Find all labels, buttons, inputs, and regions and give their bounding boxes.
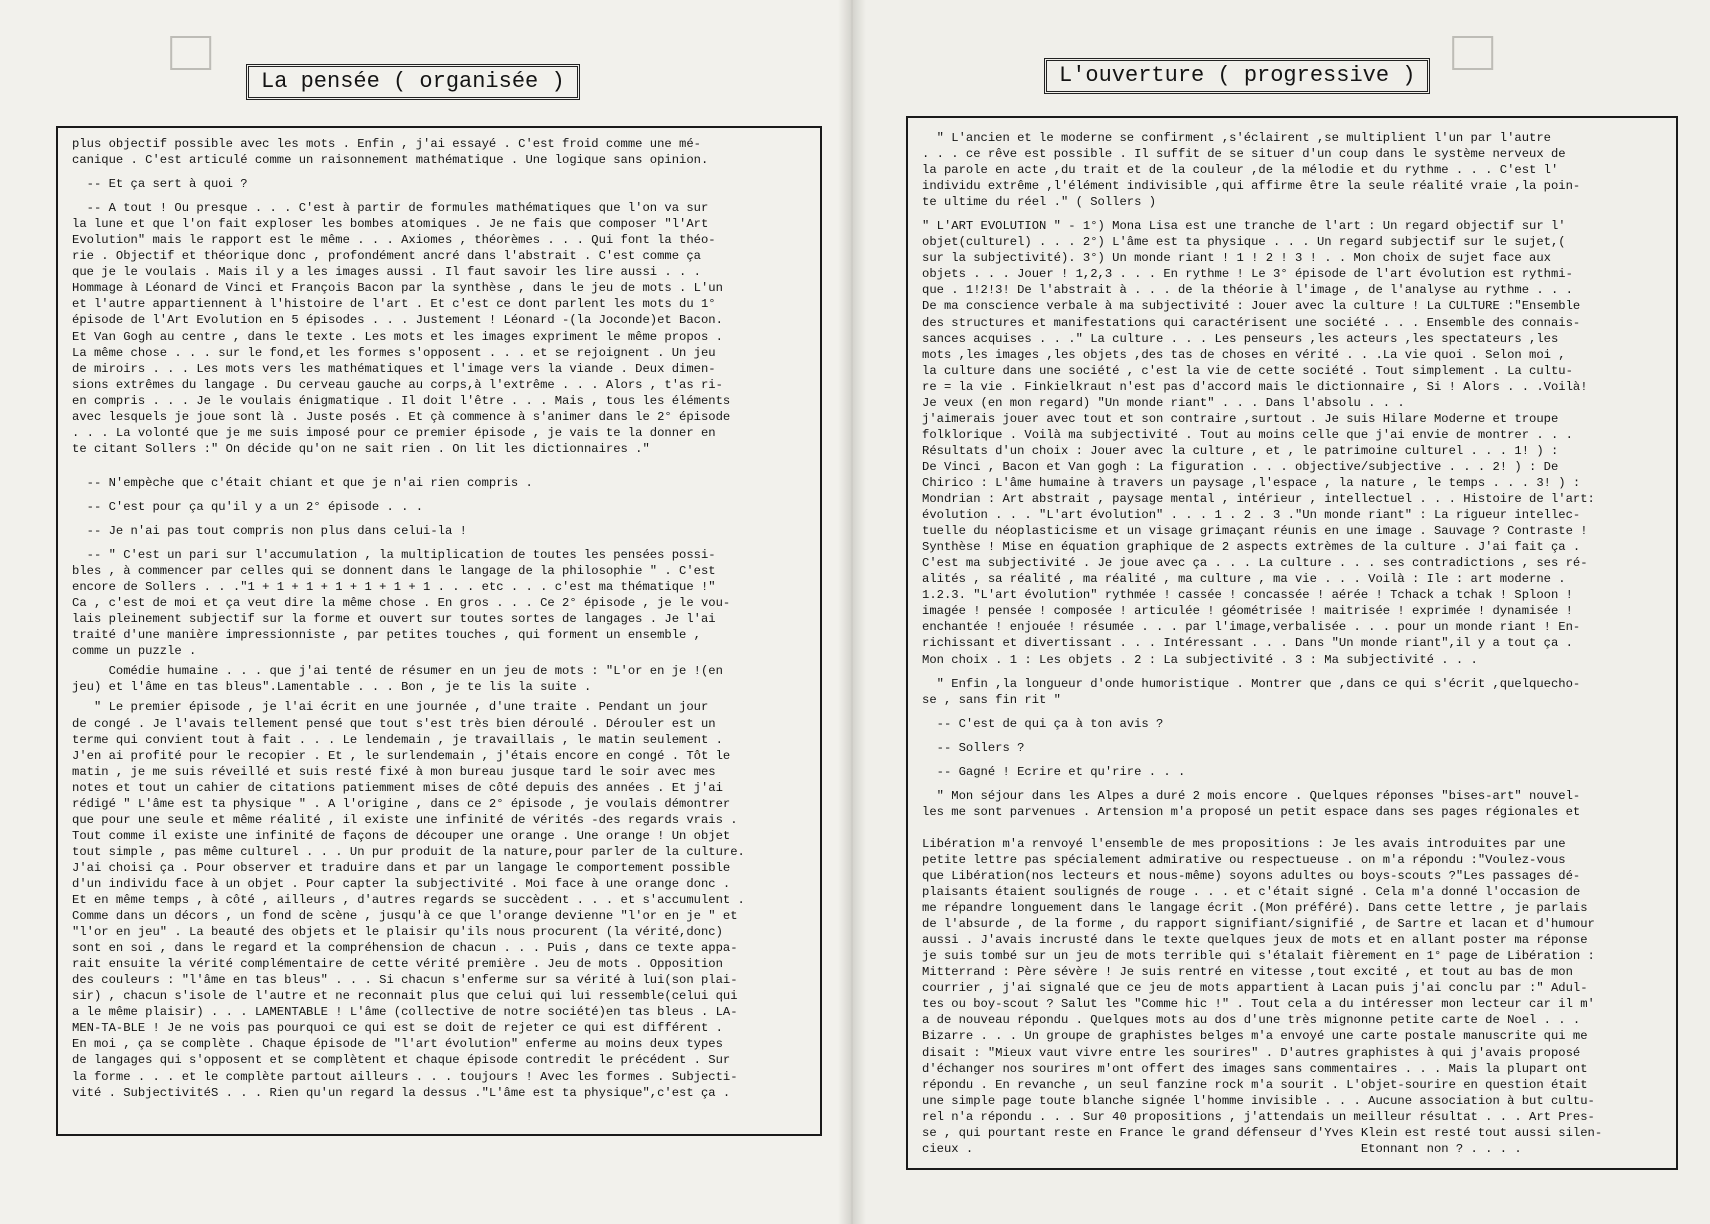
bleed-through-title [1452,36,1493,70]
paragraph: " L'ART EVOLUTION " - 1°) Mona Lisa est une tranche de l'art : Un regard objectif sur l' objet(culturel) . . . 2°) L'âme est ta physique . . . Un regard subjectif sur le sujet,( sur la subjectivité). 3°) Un monde riant ! 1 ! 2 ! 3 ! . . Mon choix de sujet face aux objets . . . Jouer ! 1,2,3 . . . En rythme ! Le 3° épisode de l'art évolution est rythmi- que . 1!2!3! De l'abstrait à . . . de la théorie à l'image , de l'analyse au rythme . . . De ma conscience verbale à ma subjectivité : Jouer avec la culture ! La CULTURE :"Ensemble des structures et manifestations qui caractérisent une société . . . Ensemble des connais- sances acquises . . ." La culture . . . Les penseurs ,les acteurs ,les spectateurs ,les mots ,les images ,les objets ,des tas de choses en vérité . . .La vie quoi . Selon moi , la culture dans une société , c'est la vie de cette société . Tout simplement . La cultu- re = la vie . Finkielkraut n'est pas d'accord mais le dictionnaire , Si ! Alors . . .Voilà! Je veux (en mon regard) "Un monde riant" . . . Dans l'absolu . . . j'aimerais jouer avec tout et son contraire ,surtout . Je suis Hilare Moderne et troupe folklorique . Voilà ma subjectivité . Tout au moins celle que j'ai envie de montrer . . . Résultats d'un choix : Jouer avec la culture , et , le patrimoine culturel . . . 1! ) : De Vinci , Bacon et Van gogh : La figuration . . . objective/subjective . . . 2! ) : De Chirico : L'âme humaine à travers un paysage ,l'espace , la nature , le temps . . . 3! ) : Mondrian : Art abstrait , paysage mental , intérieur , intellectuel . . . Histoire de l'art: évolution . . . "L'art évolution" . . . 1 . 2 . 3 ."Un monde riant" : La rigueur intellec- tuelle du néoplasticisme et un visage grimaçant réunis en une image . Sauvage ? Contraste ! Synthèse ! Mise en équation graphique de 2 aspects extrèmes de la culture . J'ai fait ça . C'est ma subjectivité . Je joue avec ça . . . La culture . . . ses contradictions , ses ré- alités , sa réalité , ma réalité , ma culture , ma vie . . . Voilà : Ile : art moderne . 1.2.3. "L'art évolution" rythmée ! cassée ! concassée ! aérée ! Tchack a tchak ! Sploon ! imagée ! pensée ! composée ! articulée ! géométrisée ! maitrisée ! exprimée ! dynamisée ! enchantée ! enjouée ! résumée . . . par l'image,verbalisée . . . pour un monde riant ! En- richissant et divertissant . . . Intéressant . . . Dans "Un monde riant",il y a tout ça . Mon choix . 1 : Les objets . 2 : La subjectivité . 3 : Ma subjectivité . . . [922,219,1595,667]
paragraph: " Enfin ,la longueur d'onde humoristique . Montrer que ,dans ce qui s'écrit ,quelquecho- se , sans fin rit " [922,676,1581,707]
left-page [0,0,852,1224]
paragraph: " Le premier épisode , je l'ai écrit en une journée , d'une traite . Pendant un jour de congé . Je l'avais tellement pensé que tout s'est très bien déroulé . Dérouler est un terme qui convient tout à fait . . . Le lendemain , je travaillais , le matin seulement . J'en ai profité pour le recopier . Et , le surlendemain , j'étais encore en congé . Tôt le matin , je me suis réveillé et suis resté fixé à mon bureau jusque tard le soir avec mes notes et tout un cahier de citations patiemment mises de côté depuis des années . Et j'ai rédigé " L'âme est ta physique " . A l'origine , dans ce 2° épisode , je voulais démontrer que pour une seule et même réalité , il existe une infinité de vérités -des regards vrais . Tout comme il existe une infinité de façons de découper une orange . Une orange ! Un objet tout simple , pas même culturel . . . Un pur produit de la nature,pour parler de la culture. J'ai choisi ça . Pour observer et traduire dans et par un langage le comportement possible d'un individu face à un objet . Pour capter la subjectivité . Moi face à une orange donc . Et en même temps , à côté , ailleurs , d'autres regards se succèdent . . . et s'accumulent . Comme dans un décors , un fond de scène , jusqu'à ce que l'orange devienne "l'or en je " et "l'or en jeu" . La beauté des objets et le plaisir qu'ils nous procurent (la vérité,donc) sont en soi , dans le regard et la compréhension de chacun . . . Puis , dans ce texte appa- rait ensuite la vérité complémentaire de cette vérité première . Jeu de mots . Opposition des couleurs : "l'âme en tas bleus" . . . Si chacun s'enferme sur sa vérité à lui(son plai- sir) , chacun s'isole de l'autre et ne reconnait plus que celui qui lui ressemble(celui qui a le même plaisir) . . . LAMENTABLE ! L'âme (collective de notre société)en tas bleus . LA- MEN-TA-BLE ! Je ne vois pas pourquoi ce qui est se doit de rejeter ce qui est différent . En moi , ça se complète . Chaque épisode de "l'art évolution" enferme au moins deux types de langages qui s'opposent et se complètent et chaque épisode contredit le précédent . Sur la forme . . . et le complète partout ailleurs . . . toujours ! Avec les formes . Subjecti- vité . SubjectivitéS . . . Rien qu'un regard la dessus ."L'âme est ta physique",c'est ça . [72,700,745,1100]
book-gutter [838,0,866,1224]
right-page-title: L'ouverture ( progressive ) [1046,60,1428,92]
paragraph: " Mon séjour dans les Alpes a duré 2 mois encore . Quelques réponses "bises-art" nouvel- les me sont parvenues . Artension m'a proposé un petit espace dans ses pages régionales et Libération m'a renvoyé l'ensemble de mes propositions : Je les avais introduites par une petite lettre pas spécialement admirative ou respectueuse . on m'a répondu :"Voulez-vous que Libération(nos lecteurs et nous-même) soyons adultes ou boys-scouts ?"Les passages dé- plaisants étaient soulignés de rouge . . . et c'était signé . Cela m'a donné l'occasion de me répandre longuement dans le langage écrit .(Mon préféré). Dans cette lettre , je parlais de l'absurde , de la forme , du rapport signifiant/signifié , de Sartre et lacan et d'humour aussi . J'avais incrusté dans le texte quelques jeux de mots et en allant poster ma réponse je suis tombé sur un jeu de mots terrible qui s'étalait fièrement en 1° page de Libération : Mitterrand : Père sévère ! Je suis rentré en vitesse ,tout excité , et tout au bas de mon courrier , j'ai signalé que ce jeu de mots appartient à Lacan puis j'ai conclu par :" Adul- tes ou boy-scout ? Salut les "Comme hic !" . Tout cela a du intéresser mon lecteur car il m' a de nouveau répondu . Quelques mots au dos d'une très mignonne petite carte de Noel . . . Bizarre . . . Un groupe de graphistes belges m'a envoyé une carte postale manuscrite qui me disait : "Mieux vaut vivre entre les sourires" . D'autres graphistes à qui j'avais proposé d'échanger nos sourires m'ont offert des images sans commentaires . . . Mais la plupart ont répondu . En revanche , un seul fanzine rock m'a sourit . L'objet-sourire en question était une simple page toute blanche signée l'homme invisible . . . Aucune association à but cultu- rel n'a répondu . . . Sur 40 propositions , j'attendais un meilleur résultat . . . Art Pres- se , qui pourtant reste en France le grand défenseur d'Yves Klein est resté tout aussi silen- cieux . Etonnant non ? . . . . [922,788,1603,1156]
paragraph: -- Je n'ai pas tout compris non plus dans celui-la ! [72,523,467,538]
paragraph: -- C'est de qui ça à ton avis ? [922,716,1164,731]
left-page-title: La pensée ( organisée ) [248,66,578,98]
paragraph: -- Gagné ! Ecrire et qu'rire . . . [922,764,1186,779]
right-page [852,0,1710,1224]
left-title-box [246,64,580,100]
paragraph: -- A tout ! Ou presque . . . C'est à partir de formules mathématiques que l'on va sur la lune et que l'on fait exploser les bombes atomiques . Je ne fais que composer "l'Art Evolution" mais le rapport est le même . . . Axiomes , théorèmes . . . Qui font la théo- rie . Objectif et théorique donc , profondément ancré dans l'abstrait . C'est comme ça que je le voulais . Mais il y a les images aussi . Il faut savoir les lire aussi . . . Hommage à Léonard de Vinci et François Bacon par la synthèse , dans le jeu de mots . L'un et l'autre appartiennent à l'histoire de l'art . Et c'est ce dont parlent les mots du 1° épisode de l'Art Evolution en 5 épisodes . . . Justement ! Léonard -(la Joconde)et Bacon. Et Van Gogh au centre , dans le texte . Les mots et les images expriment le même propos . La même chose . . . sur le fond,et les formes s'opposent . . . et se rejoignent . Un jeu de miroirs . . . Les mots vers les mathématiques et l'image vers la viande . Deux dimen- sions extrêmes du langage . Du cerveau gauche au corps,à l'extrême . . . Alors , t'as ri- en compris . . . Je le voulais énigmatique . Il doit l'être . . . Mais , tous les éléments avec lesquels je joue sont là . Juste posés . Et çà commence à s'animer dans le 2° épisode . . . La volonté que je me suis imposé pour ce premier épisode , je vais te la donner en te citant Sollers :" On décide qu'on ne sait rien . On lit les dictionnaires ." [72,201,731,456]
paragraph: plus objectif possible avec les mots . Enfin , j'ai essayé . C'est froid comme une mé- canique . C'est articulé comme un raisonnement mathématique . Une logique sans opinion. [72,137,709,168]
paragraph: -- C'est pour ça qu'il y a un 2° épisode . . . [72,499,424,514]
left-text-frame [56,126,822,1136]
paragraph: Comédie humaine . . . que j'ai tenté de résumer en un jeu de mots : "L'or en je !(en jeu) et l'âme en tas bleus".Lamentable . . . Bon , je te lis la suite . [72,664,723,695]
paragraph: " L'ancien et le moderne se confirment ,s'éclairent ,se multiplient l'un par l'autre . . . ce rêve est possible . Il suffit de se situer d'un coup dans le système nerveux de la parole en acte ,du trait et de la couleur ,de la mélodie et du rythme . . . C'est l' individu extrême ,l'élément indivisible ,qui affirme être la seule réalité vraie ,la poin- te ultime du réel ." ( Sollers ) [922,131,1581,210]
bleed-through-title [170,36,211,70]
right-title-box [1044,58,1430,94]
left-text-body [72,136,810,1101]
paragraph: -- Sollers ? [922,740,1025,755]
paragraph: -- Et ça sert à quoi ? [72,177,248,192]
right-text-frame [906,116,1678,1170]
right-text-body [922,130,1666,1157]
paragraph: -- N'empèche que c'était chiant et que je n'ai rien compris . [72,475,533,490]
paragraph: -- " C'est un pari sur l'accumulation , la multiplication de toutes les pensées possi- bles , à commencer par celles qui se donnent dans le langage de la philosophie " . C'est encore de Sollers . . ."1 + 1 + 1 + 1 + 1 + 1 + 1 . . . etc . . . c'est ma thématique !" Ca , c'est de moi et ça veut dire la même chose . En gros . . . Ce 2° épisode , je le vou- lais pleinement subjectif sur la forme et ouvert sur toutes sortes de langages . Je l'ai traité d'une manière impressionniste , par petites touches , qui forment un ensemble , comme un puzzle . [72,548,731,659]
